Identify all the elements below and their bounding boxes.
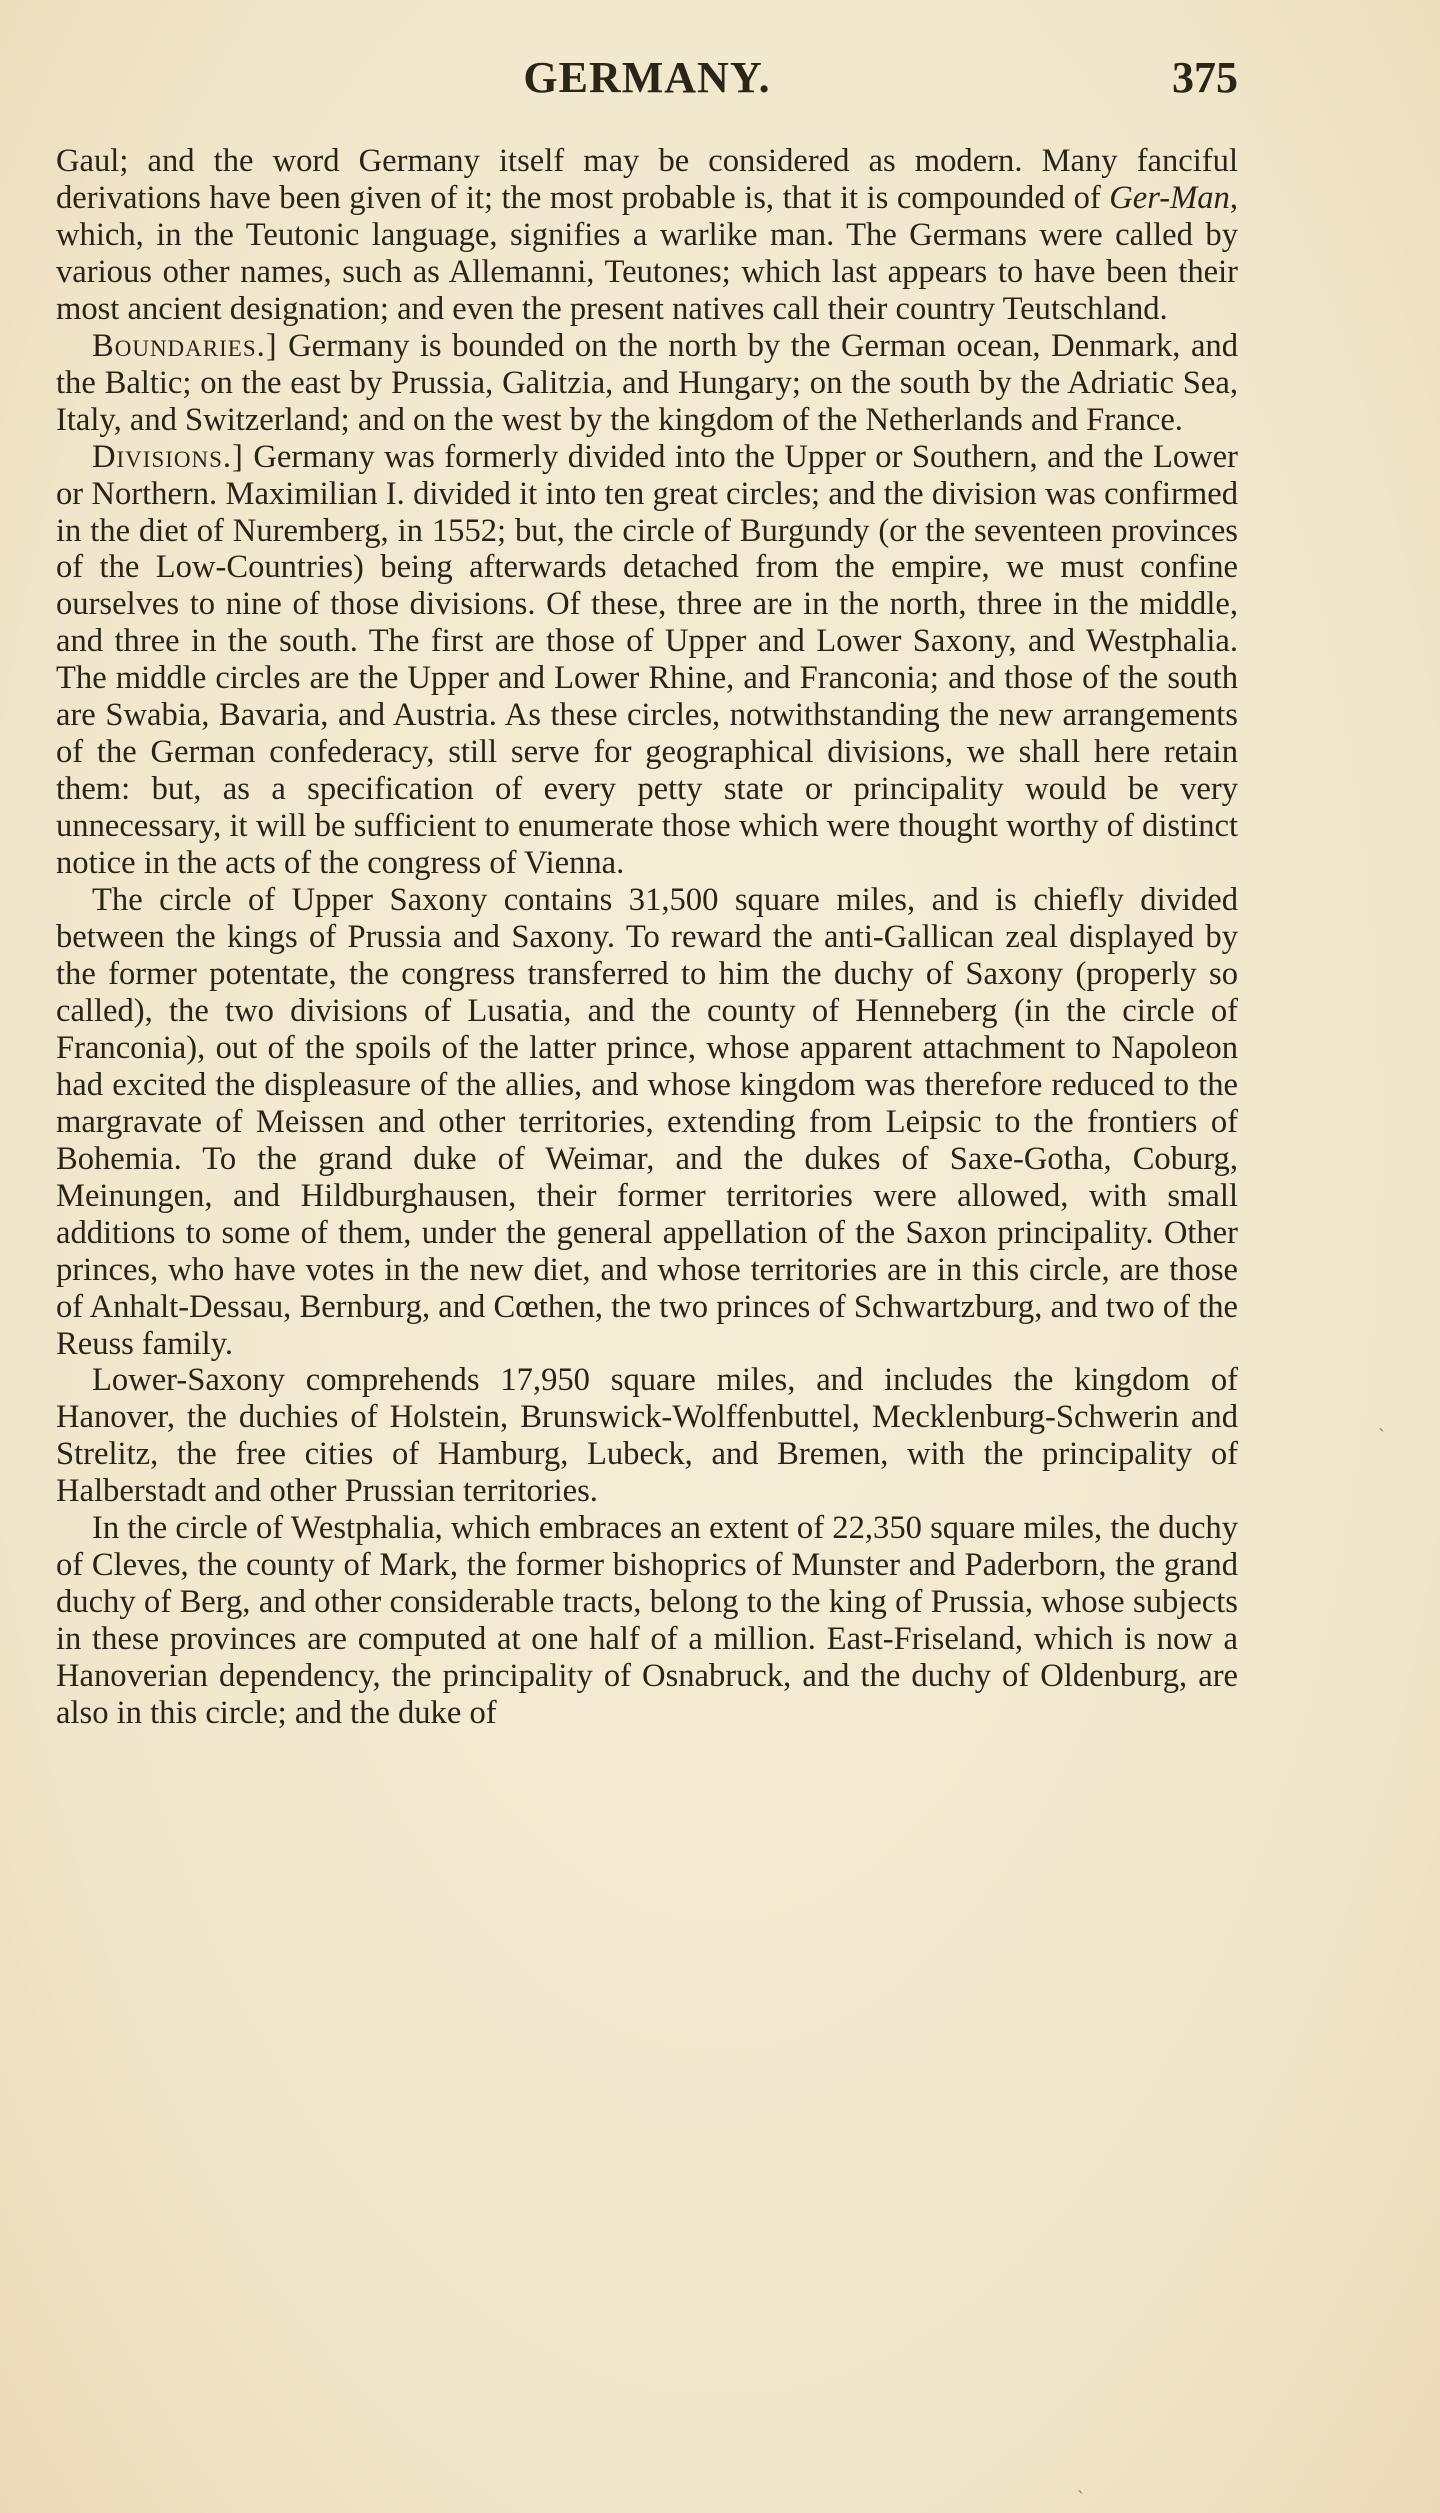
margin-mark: ˎ (1077, 2472, 1084, 2494)
paragraph-text: The circle of Upper Saxony contains 31,500 square miles, and is chiefly divided between the kings of Prussia and Saxony. To reward the anti-Gallican zeal displayed by the former potentate, the congress transferred to him the duchy of Saxony (properly so called), the two divisions of Lusatia, and the county of Henneberg (in the circle of Franconia), out of the spoils of the latter prince, whose apparent attachment to Napoleon had excited the displeasure of the allies, and whose kingdom was therefore reduced to the margravate of Meissen and other territories, extending from Leipsic to the frontiers of Bohemia. To the grand duke of Weimar, and the dukes of Saxe-Gotha, Coburg, Meinungen, and Hildburghausen, their former territories were allowed, with small additions to some of them, under the general appellation of the Saxon principality. Other princes, who have votes in the new diet, and whose territories are in this circle, are those of Anhalt-Dessau, Bernburg, and Cœthen, the two princes of Schwartzburg, and two of the Reuss family. (56, 882, 1238, 1362)
paragraph-text: Germany is bounded on the north by the German ocean, Denmark, and the Baltic; on the east by Prussia, Galitzia, and Hungary; on the south by the Adriatic Sea, Italy, and Switzerland; and on the west by the kingdom of the Netherlands and France. (56, 327, 1238, 438)
running-head (56, 52, 1238, 112)
margin-mark: ˏ (1378, 1410, 1385, 1432)
paragraph-divisions (56, 439, 1238, 882)
paragraph-text: , which, in the Teutonic language, signifies a warlike man. The Germans were called by various other names, such as Allemanni, Teutones; which last appears to have been their most ancient designation; and even the present natives call their country Teutschland. (56, 179, 1238, 327)
paragraph-origin (56, 143, 1238, 328)
paragraph-westphalia (56, 1510, 1238, 1732)
paragraph-upper-saxony (56, 882, 1238, 1362)
section-lead: Boundaries.] (92, 327, 278, 364)
page-number: 375 (1172, 53, 1238, 102)
section-lead: Divisions.] (92, 438, 244, 475)
paragraph-text: Germany was formerly divided into the Upper or Southern, and the Lower or Northern. Maximilian I. divided it into ten great circles; and the division was confirmed in the diet of Nuremberg, in 1552; but, the circle of Burgundy (or the seventeen provinces of the Low-Countries) being afterwards detached from the empire, we must confine ourselves to nine of those divisions. Of these, three are in the north, three in the middle, and three in the south. The first are those of Upper and Lower Saxony, and Westphalia. The middle circles are the Upper and Lower Rhine, and Franconia; and those of the south are Swabia, Bavaria, and Austria. As these circles, notwithstanding the new arrangements of the German confederacy, still serve for geographical divisions, we shall here retain them: but, as a specification of every petty state or principality would be very unnecessary, it will be sufficient to enumerate those which were thought worthy of distinct notice in the acts of the congress of Vienna. (56, 438, 1238, 882)
page-title: GERMANY. (523, 53, 771, 102)
paragraph-text: Lower-Saxony comprehends 17,950 square miles, and includes the kingdom of Hanover, the duchies of Holstein, Brunswick-Wolffenbuttel, Mecklenburg-Schwerin and Strelitz, the free cities of Hamburg, Lubeck, and Bremen, with the principality of Halberstadt and other Prussian territories. (56, 1362, 1238, 1510)
body-text (56, 143, 1238, 1732)
paragraph-boundaries (56, 328, 1238, 439)
paragraph-text: In the circle of Westphalia, which embraces an extent of 22,350 square miles, the duchy of Cleves, the county of Mark, the former bishoprics of Munster and Paderborn, the grand duchy of Berg, and other considerable tracts, belong to the king of Prussia, whose subjects in these provinces are computed at one half of a million. East-Friseland, which is now a Hanoverian dependency, the principality of Osnabruck, and the duchy of Oldenburg, are also in this circle; and the duke of (56, 1510, 1238, 1732)
paragraph-text: Gaul; and the word Germany itself may be considered as modern. Many fanciful derivations have been given of it; the most probable is, that it is compounded of (56, 143, 1238, 216)
paragraph-lower-saxony (56, 1362, 1238, 1510)
italic-term: Ger-Man (1109, 179, 1230, 216)
